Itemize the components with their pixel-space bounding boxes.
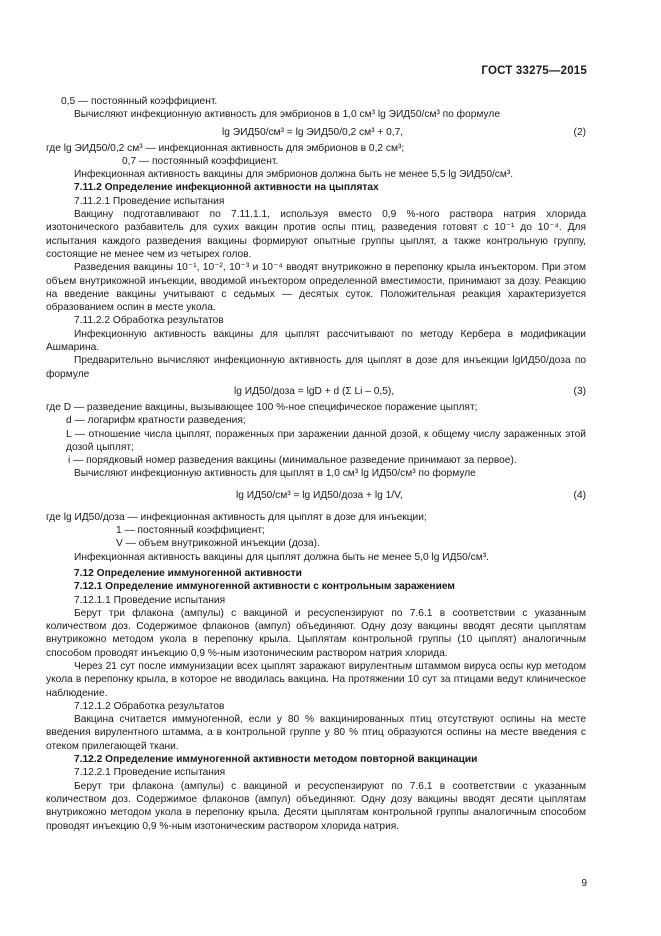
page-number: 9 [581, 878, 587, 889]
section-heading: 7.12.2 Определение иммуногенной активности методом повторной вакцинации [74, 754, 478, 766]
paragraph: Берут три флакона (ампулы) с вакциной и ресуспензируют по 7.6.1 в соответствии с указанным количеством доз. Содержимое флаконов (ампул) объединяют. Одну дозу вакцины вводят десяти цыплятам внутрикожно методом укола в перепонку крыла. Цыплятам контрольной группы (10 цыплят) аналогичным способом проводят инъекцию 0,9 %-ным изотоническим раствором натрия хлорида. [46, 607, 586, 659]
section-heading: 7.12 Определение иммуногенной активности [74, 567, 302, 579]
formula-expression: lg ЭИД50/см³ = lg ЭИД50/0,2 см³ + 0,7, [222, 126, 404, 138]
paragraph: Вакцина считается иммуногенной, если у 80 % вакцинированных птиц отсутствуют оспины на месте введения вирулентного штамма, а в контрольной группе у 80 % птиц образуются оспины на месте введения с отеком прилегающей ткани. [46, 714, 586, 752]
subsection-heading: 7.12.2.1 Проведение испытания [74, 767, 226, 779]
where-line: V — объем внутрикожной инъекции (доза). [116, 538, 320, 550]
formula-number: (4) [573, 489, 586, 501]
document-body [46, 95, 586, 833]
paragraph: Предварительно вычисляют инфекционную активность для цыплят в дозе для инъекции lgИД50/доза по формуле [46, 355, 586, 380]
where-line: d — логарифм кратности разведения; [66, 415, 246, 427]
where-line: где D — разведение вакцины, вызывающее 100 %-ное специфическое поражение цыплят; [46, 401, 478, 413]
section-heading: 7.11.2 Определение инфекционной активности на цыплятах [74, 182, 379, 194]
subsection-heading: 7.12.1.2 Обработка результатов [74, 700, 225, 712]
formula-expression: lg ИД50/см³ = lg ИД50/доза + lg 1/V, [236, 489, 403, 501]
text-line: 0,7 — постоянный коэффициент. [122, 155, 279, 167]
formula-4 [46, 481, 586, 511]
formula-3 [46, 381, 586, 401]
where-line: i — порядковый номер разведения вакцины (минимальное разведение принимают за первое). [68, 455, 517, 467]
formula-2 [46, 122, 586, 142]
paragraph: Берут три флакона (ампулы) с вакциной и ресуспензируют по 7.6.1 в соответствии с указанным количеством доз. Содержимое флаконов (ампул) объединяют. Одну дозу вакцины вводят десяти цыплятам внутрикожно методом укола в перепонку крыла. Десяти цыплятам контрольной группы аналогичным способом проводят инъекцию 0,9 %-ным изотоническим раствором хлорида натрия. [46, 780, 586, 832]
where-line: 1 — постоянный коэффициент; [116, 525, 265, 537]
formula-number: (2) [573, 126, 586, 138]
paragraph: Вычисляют инфекционную активность для цыплят в 1,0 см³ lg ИД50/см³ по формуле [74, 468, 476, 480]
paragraph: Разведения вакцины 10⁻¹, 10⁻², 10⁻³ и 10⁻⁴ вводят внутрикожно в перепонку крыла инъектором. При этом объем внутрикожной инъекции, вводимой инъектором определенной вместимости, принимают за дозу. Реакцию на введение вакцины учитывают с седьмых — десятых суток. Положительная реакция характеризуется образованием оспин в месте укола. [46, 262, 586, 314]
subsection-heading: 7.12.1.1 Проведение испытания [74, 594, 226, 606]
where-line: где lg ИД50/доза — инфекционная активность для цыплят в дозе для инъекции; [46, 511, 427, 523]
subsection-heading: 7.11.2.2 Обработка результатов [74, 315, 224, 327]
subsection-heading: 7.11.2.1 Проведение испытания [74, 195, 225, 207]
formula-expression: lg ИД50/доза = lgD + d (Σ Li – 0,5), [234, 385, 395, 397]
section-heading: 7.12.1 Определение иммуногенной активности с контрольным заражением [74, 581, 455, 593]
paragraph: Инфекционная активность вакцины для цыплят должна быть не менее 5,0 lg ИД50/см³. [74, 551, 489, 563]
where-line: L — отношение числа цыплят, пораженных при заражении данной дозой, к общему числу зараженных этой дозой цыплят; [66, 428, 586, 453]
paragraph: Инфекционную активность вакцины для цыплят рассчитывают по методу Кербера в модификации Ашмарина. [46, 328, 586, 354]
text-line: где lg ЭИД50/0,2 см³ — инфекционная активность для эмбрионов в 0,2 см³; [46, 142, 405, 154]
paragraph: Через 21 сут после иммунизации всех цыплят заражают вирулентным штаммом вируса оспы кур методом укола в перепонку крыла, в которое не вводилась вакцина. На протяжении 10 сут за птицами ведут клиническое наблюдение. [46, 660, 586, 699]
text-line: Инфекционная активность вакцины для эмбрионов должна быть не менее 5,5 lg ЭИД50/см³. [74, 169, 514, 181]
text-line: 0,5 — постоянный коэффициент. [61, 96, 218, 107]
formula-number: (3) [573, 385, 586, 397]
text-line: Вычисляют инфекционную активность для эмбрионов в 1,0 см³ lg ЭИД50/см³ по формуле [74, 109, 500, 121]
paragraph: Вакцину подготавливают по 7.11.1.1, используя вместо 0,9 %-ного раствора натрия хлорида изотонического разбавитель для сухих вакцин против оспы птиц, разведения готовят с 10⁻¹ до 10⁻⁴. Для испытания каждого разведения вакцины формируют опытные группы цыплят, а также контрольную группу, состоящие не менее чем из четырех голов. [46, 209, 586, 260]
document-code: ГОСТ 33275—2015 [481, 65, 587, 77]
